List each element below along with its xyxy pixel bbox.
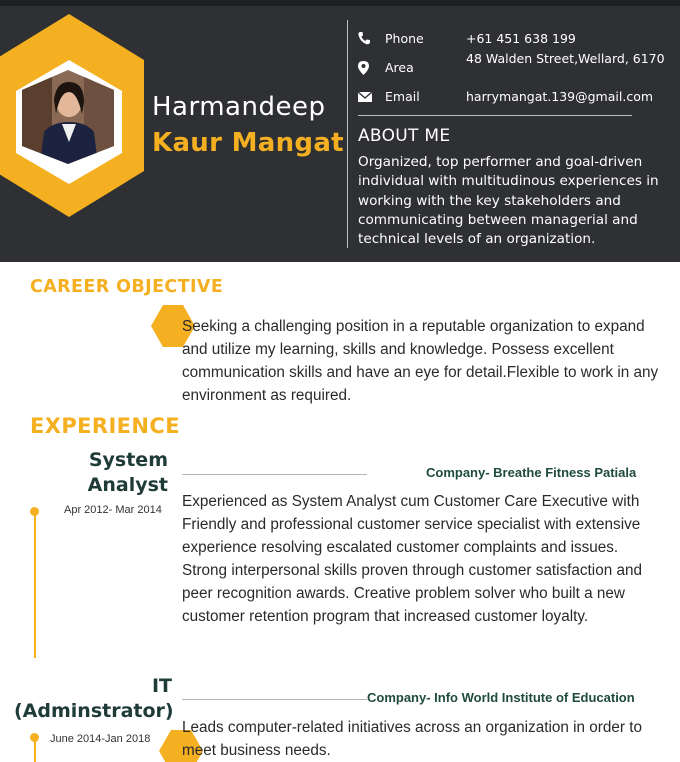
phone-label: Phone	[385, 31, 424, 46]
job-description-1: Experienced as System Analyst cum Customer Care Executive with Friendly and professional customer service specialist with extensive experience resolving escalated customer complaints and issues. Strong interpersonal skills proven through customer satisfaction and peer recognition awards. Creative problem solver who built a new customer retention program that increased customer loyalty.	[182, 493, 642, 625]
job-dates-1: Apr 2012- Mar 2014	[64, 504, 162, 516]
experience-heading: EXPERIENCE	[30, 414, 180, 438]
location-pin-icon	[358, 61, 374, 75]
first-name: Harmandeep	[152, 92, 326, 122]
email-label: Email	[385, 89, 420, 104]
timeline-line-2	[34, 738, 36, 762]
job-title-2: IT (Adminstrator)	[14, 675, 174, 722]
phone-value: +61 451 638 199	[466, 31, 576, 46]
job-rule-1	[182, 474, 367, 475]
company-2: Company- Info World Institute of Education	[367, 690, 635, 705]
phone-icon	[358, 32, 374, 46]
job-description-2: Leads computer-related initiatives across an organization in order to meet business needs.	[182, 719, 643, 759]
last-name: Kaur Mangat	[152, 128, 344, 158]
envelope-icon	[358, 92, 374, 106]
career-objective-heading: CAREER OBJECTIVE	[30, 277, 224, 297]
email-value[interactable]: harrymangat.139@gmail.com	[466, 89, 654, 104]
company-1: Company- Breathe Fitness Patiala	[426, 465, 637, 480]
about-title: ABOUT ME	[358, 126, 451, 146]
area-value: 48 Walden Street,Wellard, 6170	[466, 51, 665, 66]
profile-photo	[22, 70, 114, 164]
contact-separator	[358, 115, 632, 116]
about-text: Organized, top performer and goal-driven individual with multitudinous experiences in working with the key stakeholders and communicating between managerial and technical levels of an organization.	[358, 154, 659, 248]
job-dates-2: June 2014-Jan 2018	[50, 733, 151, 745]
header-top-strip	[0, 0, 680, 6]
header-divider	[347, 20, 348, 248]
timeline-line-1	[34, 512, 36, 658]
job-rule-2	[182, 699, 367, 700]
career-objective-text: Seeking a challenging position in a reputable organization to expand and utilize my learning, skills and knowledge. Possess excellent communication skills and have an eye for detail.Flexible to work in any environment as required.	[182, 318, 659, 404]
job-title-1: System Analyst	[87, 449, 168, 496]
timeline-dot-1	[30, 507, 39, 516]
resume-header	[0, 0, 680, 262]
area-label: Area	[385, 60, 414, 75]
